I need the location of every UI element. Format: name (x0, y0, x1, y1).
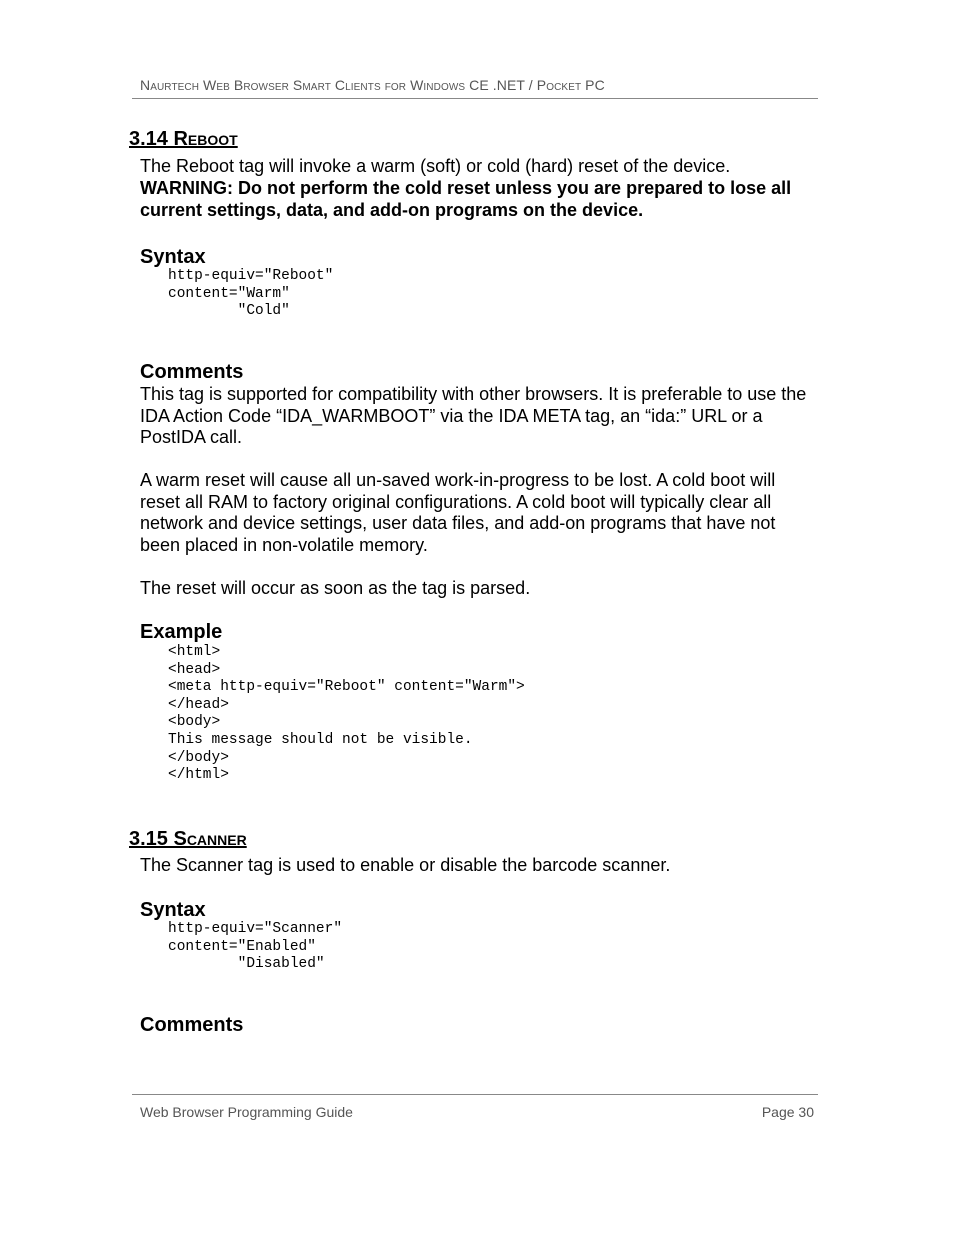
reboot-warning: WARNING: Do not perform the cold reset unless you are prepared to lose all current settings, data, and add-on programs on the device. (140, 178, 792, 220)
reboot-comments-heading: Comments (140, 361, 244, 383)
reboot-comment-2: A warm reset will cause all un-saved work-in-progress to be lost. A cold boot will reset all RAM to factory original configurations. A cold boot will typically clear all network and device settings, user data files, and add-on programs that have not been placed in non-volatile memory. (140, 470, 776, 555)
code-line: <body> (168, 714, 221, 731)
code-line: This message should not be visible. (168, 731, 473, 748)
footer-left: Web Browser Programming Guide (140, 1104, 353, 1120)
section-heading-reboot: 3.14 Reboot (129, 128, 238, 150)
code-line: "Cold" (168, 303, 290, 320)
scanner-syntax-code (168, 921, 342, 974)
reboot-example-code (168, 644, 525, 785)
code-line: http-equiv="Reboot" (168, 268, 334, 284)
header-pc: PC (581, 77, 605, 93)
header-pocket: Pocket (536, 77, 582, 93)
reboot-comment-1: This tag is supported for compatibility with other browsers. It is preferable to use the IDA Action Code “IDA_WARMBOOT” via the IDA META tag, an “ida:” URL or a PostIDA call. (140, 384, 807, 447)
code-line: </body> (168, 749, 229, 766)
code-line: content="Enabled" (168, 938, 316, 955)
section-heading-scanner: 3.15 Scanner (129, 828, 247, 850)
scanner-syntax-heading: Syntax (140, 899, 206, 921)
code-line: <meta http-equiv="Reboot" content="Warm"> (168, 679, 525, 696)
header-ce-net: CE .NET / (465, 77, 537, 93)
reboot-comment-3: The reset will occur as soon as the tag is parsed. (140, 578, 531, 598)
code-line: </head> (168, 696, 229, 713)
code-line: content="Warm" (168, 285, 290, 302)
scanner-intro: The Scanner tag is used to enable or disable the barcode scanner. (140, 855, 671, 875)
footer-rule (132, 1094, 818, 1095)
code-line: </html> (168, 767, 229, 784)
reboot-example-heading: Example (140, 621, 223, 643)
header-title: Naurtech Web Browser Smart Clients for Windows (140, 77, 466, 93)
page-number: Page 30 (761, 1104, 814, 1120)
header-rule (132, 98, 818, 99)
reboot-syntax-heading: Syntax (140, 246, 206, 268)
code-line: "Disabled" (168, 956, 325, 973)
code-line: <head> (168, 661, 221, 678)
reboot-intro: The Reboot tag will invoke a warm (soft) or cold (hard) reset of the device. (140, 156, 731, 176)
code-line: http-equiv="Scanner" (168, 921, 343, 937)
reboot-syntax-code (168, 268, 333, 321)
running-header (140, 77, 820, 93)
code-line: <html> (168, 644, 221, 660)
scanner-comments-heading: Comments (140, 1014, 244, 1036)
